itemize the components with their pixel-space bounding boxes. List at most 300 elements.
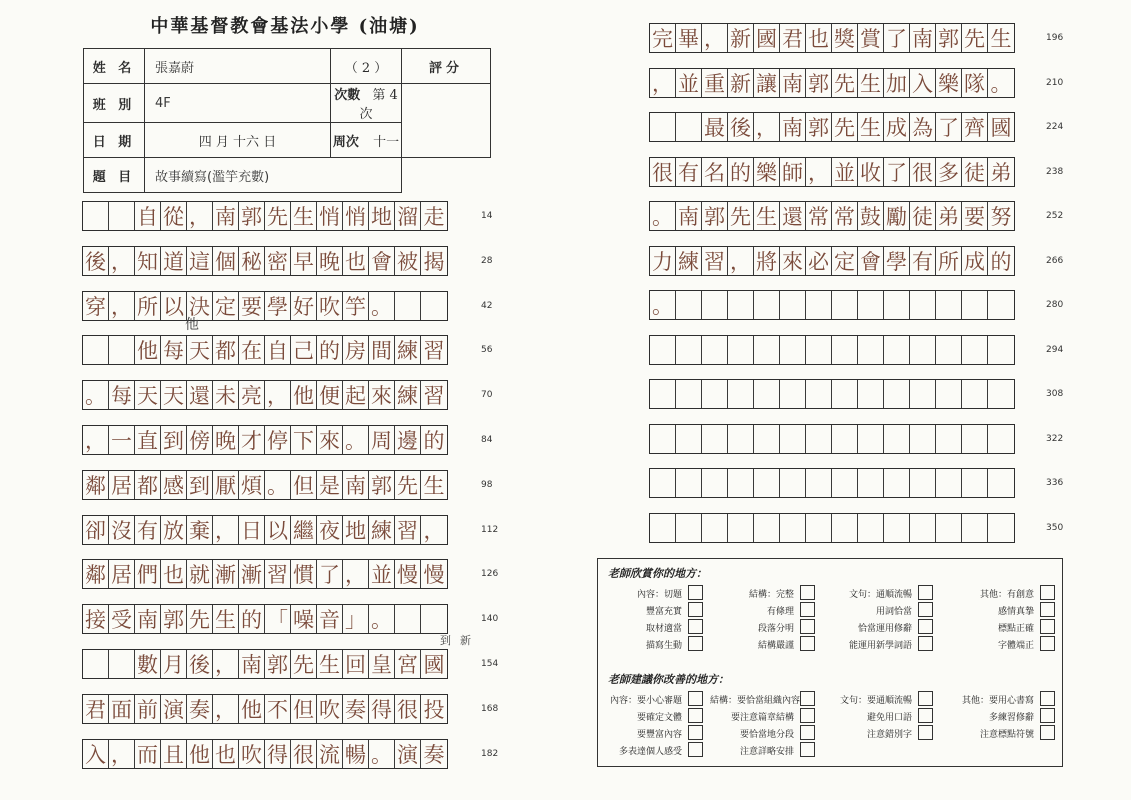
- grid-cell: ，: [109, 247, 135, 275]
- grid-cell: 郭: [369, 471, 395, 499]
- feedback-checkbox[interactable]: [800, 619, 815, 634]
- grid-cell: 習: [423, 384, 445, 409]
- grid-cell: 會: [369, 247, 395, 275]
- grid-cell: 後: [83, 247, 109, 275]
- grid-cell: 有: [135, 516, 161, 544]
- grid-cell: [728, 380, 754, 408]
- grid-cell: [676, 514, 702, 542]
- grid-cell: [780, 514, 806, 542]
- feedback-criterion: 多表達個人感受: [618, 747, 682, 757]
- feedback-checkbox[interactable]: [800, 725, 815, 740]
- grid-cell: 地: [343, 516, 369, 544]
- grid-cell: 。: [650, 291, 676, 319]
- feedback-checkbox[interactable]: [1040, 602, 1055, 617]
- grid-row: [649, 335, 1015, 365]
- grid-cell: 徒: [962, 158, 988, 186]
- feedback-checkbox[interactable]: [918, 636, 933, 651]
- feedback-criterion: 結構：要恰當組織內容: [710, 696, 801, 706]
- feedback-criterion: 能運用新學詞語: [848, 641, 912, 651]
- feedback-checkbox[interactable]: [688, 725, 703, 740]
- row-count: 280: [1046, 300, 1064, 310]
- grid-cell: 樂: [754, 158, 780, 186]
- grid-cell: [395, 292, 421, 320]
- grid-cell: [676, 113, 702, 141]
- times-label: 次數: [334, 88, 361, 103]
- grid-cell: 努: [990, 205, 1012, 229]
- grid-cell: 才: [239, 426, 265, 454]
- grid-cell: 。: [990, 71, 1012, 96]
- grid-cell: 吹: [317, 292, 343, 320]
- insertion-mark-ta: 他: [185, 317, 199, 333]
- grid-cell: 為: [910, 113, 936, 141]
- grid-cell: 演: [395, 740, 421, 768]
- grid-cell: ，: [83, 426, 109, 454]
- grid-row: [82, 739, 448, 769]
- grid-cell: ，: [213, 516, 239, 544]
- grid-cell: 宮: [395, 650, 421, 678]
- grid-cell: 奏: [187, 695, 213, 723]
- grid-cell: 國: [754, 24, 780, 52]
- grid-cell: 南: [135, 605, 161, 633]
- feedback-criterion: 內容：切題: [636, 590, 682, 600]
- grid-cell: 要: [239, 292, 265, 320]
- grid-cell: 天: [135, 381, 161, 409]
- grid-cell: 前: [135, 695, 161, 723]
- grid-row: [82, 335, 448, 365]
- week-cell: [331, 123, 402, 158]
- feedback-checkbox[interactable]: [918, 585, 933, 600]
- grid-cell: 邊: [395, 426, 421, 454]
- grid-cell: [962, 291, 988, 319]
- feedback-checkbox[interactable]: [1040, 636, 1055, 651]
- grid-cell: [728, 514, 754, 542]
- feedback-criterion: 避免用口語: [866, 713, 912, 723]
- feedback-checkbox[interactable]: [688, 636, 703, 651]
- grid-cell: [780, 425, 806, 453]
- grid-cell: 徒: [910, 202, 936, 230]
- grid-cell: [988, 425, 1014, 453]
- feedback-checkbox[interactable]: [688, 602, 703, 617]
- row-count: 322: [1046, 433, 1064, 444]
- grid-cell: 鄰: [83, 560, 109, 588]
- feedback-criterion: 恰當運用修辭: [857, 624, 912, 634]
- grid-cell: 密: [265, 247, 291, 275]
- feedback-criterion: 描寫生動: [645, 641, 682, 651]
- grid-cell: 南: [780, 69, 806, 97]
- feedback-checkbox[interactable]: [1040, 691, 1055, 706]
- grid-cell: 己: [291, 336, 317, 364]
- grid-cell: 揭: [423, 249, 445, 274]
- grid-cell: 好: [291, 292, 317, 320]
- grid-cell: 先: [832, 69, 858, 97]
- grid-cell: [83, 202, 109, 230]
- feedback-criterion: 段落分明: [757, 624, 794, 634]
- grid-cell: 道: [161, 247, 187, 275]
- grid-cell: 都: [213, 336, 239, 364]
- grid-cell: [109, 336, 135, 364]
- grid-cell: [858, 425, 884, 453]
- grid-cell: [728, 469, 754, 497]
- grid-cell: 居: [109, 471, 135, 499]
- grid-cell: 也: [806, 24, 832, 52]
- grid-cell: 自: [135, 202, 161, 230]
- grid-cell: [806, 425, 832, 453]
- grid-cell: 郭: [239, 202, 265, 230]
- grid-cell: ，: [109, 292, 135, 320]
- grid-cell: 接: [83, 605, 109, 633]
- feedback-criterion: 字體端正: [997, 641, 1034, 651]
- grid-cell: 。: [369, 292, 395, 320]
- grid-cell: 下: [291, 426, 317, 454]
- grid-cell: 後: [728, 113, 754, 141]
- grid-row: [82, 246, 448, 276]
- row-count: 308: [1046, 389, 1064, 399]
- week-value: 十一: [373, 134, 400, 150]
- grid-cell: [780, 469, 806, 497]
- grid-cell: [988, 380, 1014, 408]
- grid-cell: [884, 469, 910, 497]
- grid-cell: 一: [109, 426, 135, 454]
- grid-cell: [650, 113, 676, 141]
- info-table: [83, 48, 491, 193]
- grid-cell: 奏: [343, 695, 369, 723]
- grid-cell: [754, 380, 780, 408]
- grid-cell: 都: [135, 471, 161, 499]
- grid-cell: 鄰: [83, 471, 109, 499]
- student-name: 張嘉蔚: [145, 49, 331, 84]
- grid-cell: 定: [213, 292, 239, 320]
- feedback-criterion: 結構：完整: [748, 590, 794, 600]
- row-count: 336: [1046, 478, 1064, 488]
- feedback-checkbox[interactable]: [800, 636, 815, 651]
- grid-cell: 南: [239, 650, 265, 678]
- grid-cell: 生: [423, 473, 445, 498]
- row-count: 140: [481, 614, 499, 625]
- grid-cell: 獎: [832, 24, 858, 52]
- grid-cell: [702, 291, 728, 319]
- grid-cell: ，: [650, 69, 676, 97]
- grid-cell: 南: [676, 202, 702, 230]
- grid-cell: [832, 469, 858, 497]
- grid-cell: [832, 380, 858, 408]
- topic-value: 故事續寫(濫竽充數): [145, 158, 402, 193]
- feedback-checkbox[interactable]: [918, 725, 933, 740]
- grid-cell: 繼: [291, 516, 317, 544]
- grid-cell: 有: [910, 247, 936, 275]
- grid-row: [649, 23, 1015, 53]
- grid-cell: ，: [213, 695, 239, 723]
- grid-cell: 先: [962, 24, 988, 52]
- grid-cell: [676, 336, 702, 364]
- grid-cell: 晚: [317, 247, 343, 275]
- grid-cell: 的: [317, 336, 343, 364]
- grid-cell: 學: [265, 292, 291, 320]
- grid-cell: [676, 425, 702, 453]
- grid-cell: 常: [806, 202, 832, 230]
- grid-cell: [728, 291, 754, 319]
- feedback-checkbox[interactable]: [800, 585, 815, 600]
- feedback-checkbox[interactable]: [1040, 585, 1055, 600]
- feedback-criterion: 其他：有創意: [979, 590, 1034, 600]
- grid-cell: 周: [369, 426, 395, 454]
- grid-cell: 慣: [291, 560, 317, 588]
- grid-cell: 練: [369, 516, 395, 544]
- grid-cell: 皇: [369, 650, 395, 678]
- row-count: 252: [1046, 211, 1064, 221]
- grid-cell: [650, 469, 676, 497]
- grid-cell: 的: [239, 605, 265, 633]
- grid-cell: ，: [187, 202, 213, 230]
- grid-cell: [936, 336, 962, 364]
- grid-cell: 停: [265, 426, 291, 454]
- improve-title: 老師建議你改善的地方：: [608, 673, 729, 686]
- grid-cell: 日: [239, 516, 265, 544]
- grid-cell: 師: [780, 158, 806, 186]
- grid-cell: 名: [702, 158, 728, 186]
- grid-cell: [832, 291, 858, 319]
- grid-cell: 以: [265, 516, 291, 544]
- grid-cell: 棄: [187, 516, 213, 544]
- grid-cell: 還: [187, 381, 213, 409]
- grid-cell: 暢: [343, 740, 369, 768]
- row-count: 224: [1046, 122, 1064, 132]
- grid-row: [82, 515, 448, 545]
- grid-cell: 慢: [423, 563, 445, 588]
- grid-cell: 南: [343, 471, 369, 499]
- feedback-checkbox[interactable]: [688, 585, 703, 600]
- grid-cell: ，: [109, 740, 135, 768]
- grid-cell: 弟: [936, 202, 962, 230]
- grid-cell: [936, 380, 962, 408]
- feedback-checkbox[interactable]: [688, 619, 703, 634]
- grid-cell: 到: [187, 471, 213, 499]
- feedback-checkbox[interactable]: [918, 619, 933, 634]
- grid-cell: 國: [423, 653, 445, 677]
- feedback-criterion: 要豐富內容: [636, 730, 682, 740]
- grid-cell: [754, 425, 780, 453]
- grid-cell: 投: [423, 697, 445, 722]
- grid-cell: [910, 336, 936, 364]
- grid-cell: 數: [135, 650, 161, 678]
- feedback-checkbox[interactable]: [1040, 725, 1055, 740]
- grid-cell: ，: [806, 158, 832, 186]
- grid-row: [649, 201, 1015, 231]
- grid-cell: [702, 514, 728, 542]
- grid-cell: 他: [239, 695, 265, 723]
- feedback-checkbox[interactable]: [688, 691, 703, 706]
- grid-cell: 也: [213, 740, 239, 768]
- grid-cell: 生: [858, 69, 884, 97]
- feedback-checkbox[interactable]: [1040, 708, 1055, 723]
- grid-cell: [806, 469, 832, 497]
- grid-cell: 感: [161, 471, 187, 499]
- feedback-criterion: 文句：通順流暢: [848, 590, 912, 600]
- row-count: 266: [1046, 255, 1064, 266]
- grid-cell: [988, 469, 1014, 497]
- grid-cell: [676, 291, 702, 319]
- feedback-checkbox[interactable]: [800, 742, 815, 757]
- grid-row: [82, 559, 448, 589]
- grid-cell: 天: [187, 336, 213, 364]
- appreciate-title: 老師欣賞你的地方：: [608, 567, 707, 580]
- grid-cell: 傍: [187, 426, 213, 454]
- grid-cell: [936, 514, 962, 542]
- grid-cell: 來: [369, 381, 395, 409]
- grid-cell: 。: [369, 740, 395, 768]
- grid-cell: 先: [291, 650, 317, 678]
- grid-cell: 吹: [239, 740, 265, 768]
- grid-cell: 南: [780, 113, 806, 141]
- grid-cell: 悄: [343, 202, 369, 230]
- grid-cell: 被: [395, 247, 421, 275]
- feedback-criterion: 感情真摯: [997, 607, 1034, 617]
- grid-cell: 但: [291, 471, 317, 499]
- grid-cell: [754, 514, 780, 542]
- grid-cell: 郭: [161, 605, 187, 633]
- grid-cell: [884, 425, 910, 453]
- grid-cell: 先: [265, 202, 291, 230]
- grid-cell: 並: [832, 158, 858, 186]
- grid-cell: [650, 425, 676, 453]
- grid-cell: 居: [109, 560, 135, 588]
- row-count: 154: [481, 659, 499, 669]
- grid-cell: [988, 336, 1014, 364]
- feedback-checkbox[interactable]: [688, 708, 703, 723]
- row-count: 350: [1046, 522, 1064, 533]
- grid-row: [82, 604, 448, 634]
- grid-cell: 每: [109, 381, 135, 409]
- feedback-checkbox[interactable]: [688, 742, 703, 757]
- grid-cell: [780, 380, 806, 408]
- grid-cell: 常: [832, 202, 858, 230]
- grid-cell: 多: [936, 158, 962, 186]
- row-count: 28: [481, 255, 493, 266]
- grid-cell: 先: [395, 471, 421, 499]
- grid-cell: 所: [135, 292, 161, 320]
- row-count: 112: [481, 524, 499, 535]
- grid-cell: [936, 291, 962, 319]
- grid-cell: 是: [317, 471, 343, 499]
- row-count: 210: [1046, 77, 1064, 88]
- feedback-checkbox[interactable]: [1040, 619, 1055, 634]
- grid-cell: 得: [265, 740, 291, 768]
- grid-cell: 演: [161, 695, 187, 723]
- grid-cell: [988, 291, 1014, 319]
- grid-cell: 房: [343, 336, 369, 364]
- feedback-criterion: 注意標點符號: [979, 730, 1034, 740]
- feedback-criterion: 標點正確: [997, 624, 1034, 634]
- grid-cell: 鼓: [858, 202, 884, 230]
- grid-cell: 就: [187, 560, 213, 588]
- grid-row: [649, 157, 1015, 187]
- grid-cell: [858, 380, 884, 408]
- row-count: 196: [1046, 33, 1064, 43]
- grid-cell: 入: [910, 69, 936, 97]
- grid-cell: 且: [161, 740, 187, 768]
- feedback-checkbox[interactable]: [918, 602, 933, 617]
- feedback-checkbox[interactable]: [800, 691, 815, 706]
- grid-cell: 生: [754, 202, 780, 230]
- feedback-criterion: 注意詳略安排: [739, 747, 794, 757]
- grid-cell: [421, 292, 447, 320]
- grid-cell: 並: [369, 560, 395, 588]
- grid-cell: 將: [754, 247, 780, 275]
- grid-cell: 流: [317, 740, 343, 768]
- row-count: 98: [481, 479, 493, 490]
- grid-cell: 不: [265, 695, 291, 723]
- feedback-checkbox[interactable]: [800, 602, 815, 617]
- feedback-criterion: 有條理: [766, 607, 794, 617]
- grid-cell: 很: [910, 158, 936, 186]
- grid-cell: 走: [423, 205, 445, 229]
- grid-cell: 了: [936, 113, 962, 141]
- row-count: 168: [481, 703, 499, 714]
- grid-cell: 煩: [239, 471, 265, 499]
- grid-cell: ，: [423, 518, 445, 543]
- grid-row: [649, 68, 1015, 98]
- feedback-criterion: 內容：要小心審題: [609, 696, 682, 706]
- grid-cell: [884, 380, 910, 408]
- grid-cell: [936, 425, 962, 453]
- grid-cell: 。: [83, 381, 109, 409]
- grid-cell: 弟: [990, 160, 1012, 185]
- grid-cell: [702, 425, 728, 453]
- grid-cell: 了: [884, 24, 910, 52]
- grid-cell: 加: [884, 69, 910, 97]
- grid-cell: [962, 425, 988, 453]
- grid-cell: [806, 380, 832, 408]
- feedback-box: [597, 558, 1063, 767]
- grid-row: [649, 112, 1015, 142]
- row-count: 70: [481, 390, 493, 401]
- grid-cell: 很: [291, 740, 317, 768]
- grid-cell: 奏: [423, 742, 445, 767]
- grid-cell: [858, 336, 884, 364]
- grid-cell: 所: [936, 247, 962, 275]
- grid-cell: 的: [990, 249, 1012, 274]
- grid-cell: 習: [265, 560, 291, 588]
- grid-cell: [910, 469, 936, 497]
- grid-cell: [884, 514, 910, 542]
- grid-cell: 溜: [395, 202, 421, 230]
- grid-cell: 漸: [213, 560, 239, 588]
- grid-cell: 的: [423, 429, 445, 453]
- grid-cell: 自: [265, 336, 291, 364]
- grid-cell: 生: [291, 202, 317, 230]
- grid-cell: [650, 336, 676, 364]
- insertion-mark-xin: 新: [460, 634, 471, 647]
- grid-cell: 們: [135, 560, 161, 588]
- grid-cell: 沒: [109, 516, 135, 544]
- grid-cell: 還: [780, 202, 806, 230]
- grid-cell: [702, 336, 728, 364]
- grid-cell: [754, 291, 780, 319]
- row-count: 294: [1046, 344, 1064, 355]
- feedback-checkbox[interactable]: [918, 708, 933, 723]
- grid-cell: 有: [676, 158, 702, 186]
- feedback-criterion: 要恰當地分段: [739, 730, 794, 740]
- feedback-checkbox[interactable]: [918, 691, 933, 706]
- student-number: （ 2 ）: [331, 49, 402, 84]
- row-count: 126: [481, 569, 499, 580]
- grid-cell: 放: [161, 516, 187, 544]
- feedback-checkbox[interactable]: [800, 708, 815, 723]
- grid-cell: ，: [728, 247, 754, 275]
- grid-cell: [832, 514, 858, 542]
- grid-cell: [83, 650, 109, 678]
- grid-cell: 知: [135, 247, 161, 275]
- grid-cell: 南: [213, 202, 239, 230]
